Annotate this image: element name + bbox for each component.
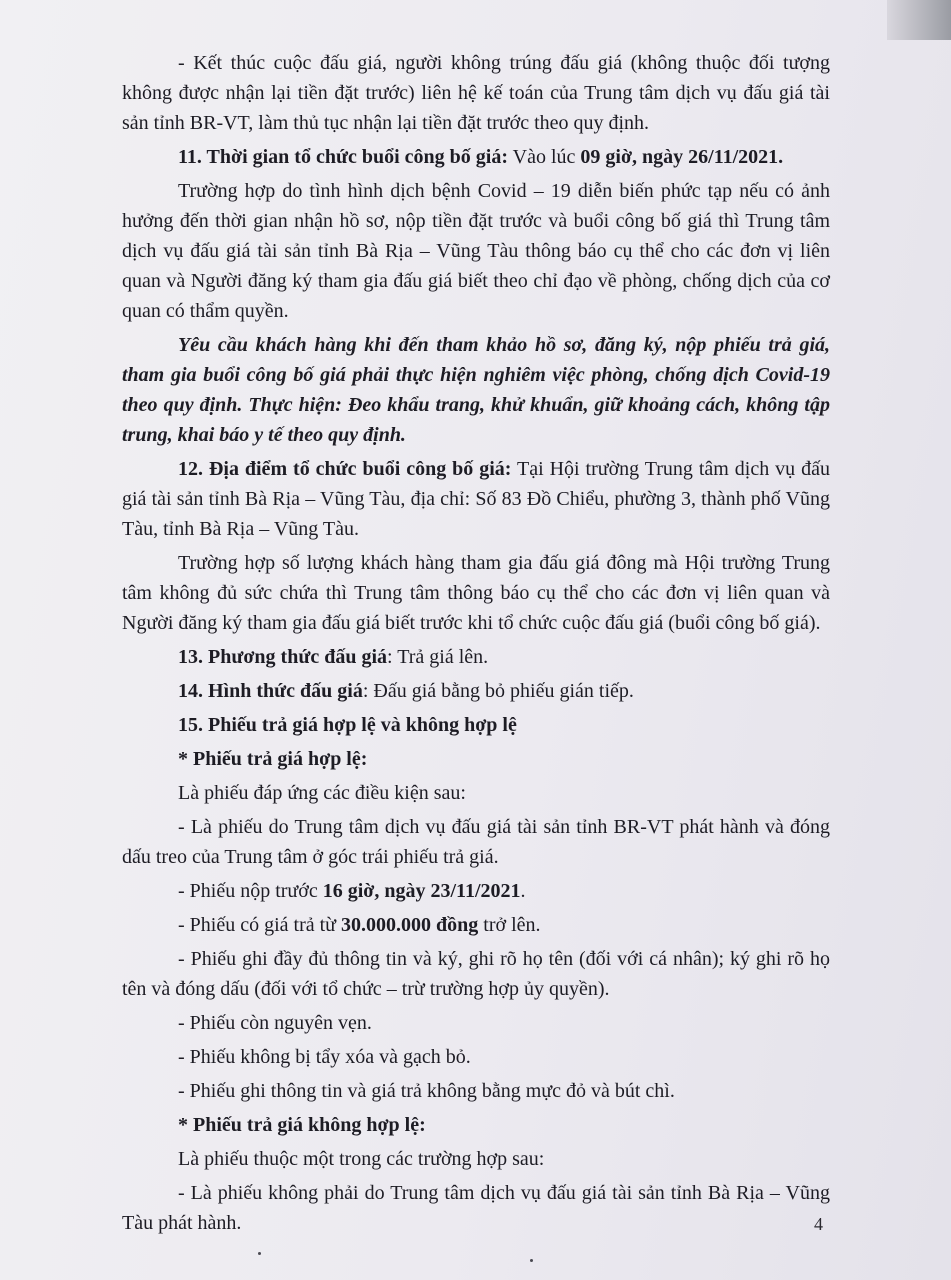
section-13-text: : Trả giá lên. xyxy=(387,646,489,668)
valid-item-price xyxy=(122,910,830,940)
deadline-end: . xyxy=(520,880,526,902)
price-text: - Phiếu có giá trả từ xyxy=(178,914,342,936)
paragraph-covid: Trường hợp do tình hình dịch bệnh Covid – 19 diễn biến phức tạp nếu có ảnh hưởng đến thời gian nhận hồ sơ, nộp tiền đặt trước và buổi công bố giá thì Trung tâm dịch vụ đấu giá tài sản tỉnh Bà Rịa – Vũng Tàu thông báo cụ thể cho các đơn vị liên quan và Người đăng ký tham gia đấu giá biết theo chỉ đạo về phòng, chống dịch của cơ quan có thẩm quyền. xyxy=(122,180,830,322)
valid-item-info: - Phiếu ghi đầy đủ thông tin và ký, ghi rõ họ tên (đối với cá nhân); ký ghi rõ họ tên và đóng dấu (đối với tổ chức – trừ trường hợp ủy quyền). xyxy=(122,948,830,1000)
page-number: 4 xyxy=(814,1214,823,1234)
invalid-ticket-heading: * Phiếu trả giá không hợp lệ: xyxy=(178,1114,426,1136)
section-12-heading: 12. Địa điểm tổ chức buổi công bố giá: xyxy=(178,458,512,480)
deadline-value: 16 giờ, ngày 23/11/2021 xyxy=(322,880,521,902)
price-end: trở lên. xyxy=(478,914,541,936)
paragraph-refund: - Kết thúc cuộc đấu giá, người không trúng đấu giá (không thuộc đối tượng không được nhận lại tiền đặt trước) liên hệ kế toán của Trung tâm dịch vụ đấu giá tài sản tỉnh BR-VT, làm thủ tục nhận lại tiền đặt trước theo quy định. xyxy=(122,52,830,134)
invalid-item-issuer: - Là phiếu không phải do Trung tâm dịch vụ đấu giá tài sản tỉnh Bà Rịa – Vũng Tàu phát hành. xyxy=(122,1182,830,1234)
valid-ticket-heading: * Phiếu trả giá hợp lệ: xyxy=(178,748,368,770)
section-11-heading: 11. Thời gian tổ chức buổi công bố giá: xyxy=(178,146,508,168)
paragraph-capacity: Trường hợp số lượng khách hàng tham gia đấu giá đông mà Hội trường Trung tâm không đủ sức chứa thì Trung tâm thông báo cụ thể cho các đơn vị liên quan và Người đăng ký tham gia đấu giá biết trước khi tổ chức cuộc đấu giá (buổi công bố giá). xyxy=(122,552,830,634)
speck-mark xyxy=(530,1259,533,1262)
section-13 xyxy=(122,642,830,672)
invalid-intro: Là phiếu thuộc một trong các trường hợp sau: xyxy=(178,1148,545,1170)
valid-item-deadline xyxy=(122,876,830,906)
price-value: 30.000.000 đồng xyxy=(341,914,479,936)
section-11-time: 09 giờ, ngày 26/11/2021. xyxy=(580,146,784,168)
speck-mark xyxy=(258,1252,261,1255)
document-body xyxy=(122,48,830,1242)
background-edge xyxy=(887,0,951,40)
valid-item-issued: - Là phiếu do Trung tâm dịch vụ đấu giá tài sản tỉnh BR-VT phát hành và đóng dấu treo của Trung tâm ở góc trái phiếu trả giá. xyxy=(122,816,830,868)
section-14 xyxy=(122,676,830,706)
valid-intro: Là phiếu đáp ứng các điều kiện sau: xyxy=(178,782,466,804)
section-12-text: Tại Hội trường Trung tâm dịch vụ đấu giá tài sản tỉnh Bà Rịa – Vũng Tàu, địa chỉ: Số 83 Đồ Chiểu, phường 3, thành phố Vũng Tàu, tỉnh Bà Rịa – Vũng Tàu. xyxy=(122,458,830,540)
deadline-text: - Phiếu nộp trước xyxy=(178,880,323,902)
valid-item-no-erasure: - Phiếu không bị tẩy xóa và gạch bỏ. xyxy=(178,1046,471,1068)
section-12 xyxy=(122,454,830,544)
paragraph-requirements: Yêu cầu khách hàng khi đến tham khảo hồ sơ, đăng ký, nộp phiếu trả giá, tham gia buổi công bố giá phải thực hiện nghiêm việc phòng, chống dịch Covid-19 theo quy định. Thực hiện: Đeo khẩu trang, khử khuẩn, giữ khoảng cách, không tập trung, khai báo y tế theo quy định. xyxy=(122,334,830,446)
section-14-heading: 14. Hình thức đấu giá xyxy=(178,680,363,702)
section-15-heading: 15. Phiếu trả giá hợp lệ và không hợp lệ xyxy=(178,714,517,736)
section-13-heading: 13. Phương thức đấu giá xyxy=(178,646,388,668)
section-11-text: Vào lúc xyxy=(508,146,581,168)
valid-item-intact: - Phiếu còn nguyên vẹn. xyxy=(178,1012,372,1034)
valid-item-ink: - Phiếu ghi thông tin và giá trả không bằng mực đỏ và bút chì. xyxy=(178,1080,675,1102)
section-14-text: : Đấu giá bằng bỏ phiếu gián tiếp. xyxy=(362,680,634,702)
section-11 xyxy=(122,142,830,172)
